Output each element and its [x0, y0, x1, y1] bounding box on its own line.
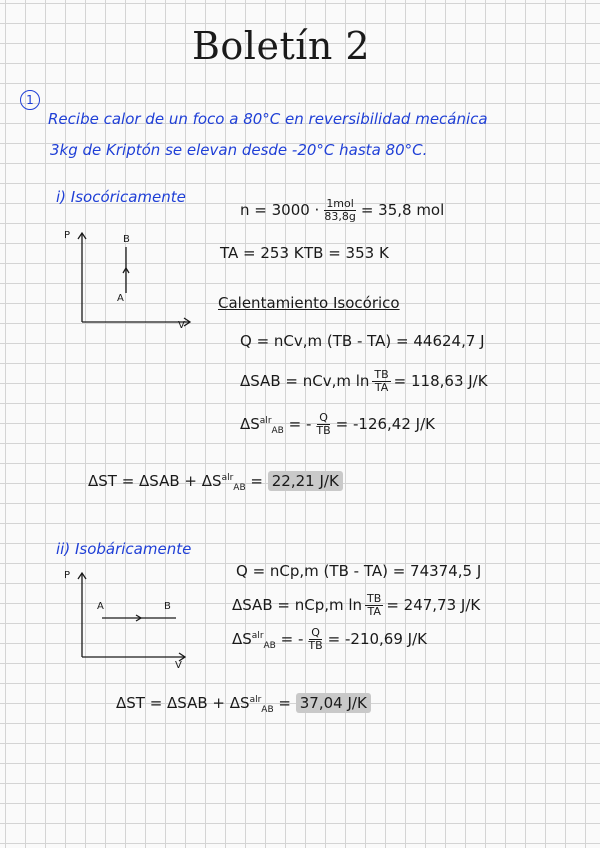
p-axis-label-1: P — [64, 230, 71, 241]
total-entropy-equation-1: $\Delta ST = \Delta SAB + \Delta S^{alr}_{AB} = 22,21$ J/K — [88, 472, 343, 493]
temperature-b: TB = 353 K — [304, 244, 389, 262]
part2-heading: ii) Isobáricamente — [56, 540, 192, 558]
p-axis-label-2: P — [64, 570, 71, 581]
temperature-a: TA = 253 K — [220, 244, 304, 262]
heat-equation-1: Q = nCv,m (TB - TA) = 44624,7 J — [240, 332, 485, 350]
entropy-system-equation-1: ΔSAB = nCv,m ln $\frac{TB}{TA}$ = 118,63 J/K — [240, 368, 488, 394]
result-highlight-1: 22,21 J/K — [268, 471, 343, 491]
result-highlight-2: 37,04 J/K — [296, 693, 371, 713]
v-axis-label-2: V — [175, 660, 182, 671]
entropy-surroundings-equation-1: $\Delta S^{alr}_{AB}$ = - $\frac{Q}{TB}$ = -126,42 J/K — [240, 411, 435, 437]
page-title: Boletín 2 — [192, 24, 371, 68]
point-a-1: A — [117, 293, 124, 304]
statement-line-2: 3kg de Kriptón se elevan desde -20°C hasta 80°C. — [50, 141, 428, 159]
point-a-2: A — [97, 601, 104, 612]
point-b-1: B — [123, 234, 130, 245]
v-axis-label-1: V — [178, 320, 185, 331]
entropy-system-equation-2: ΔSAB = nCp,m ln $\frac{TB}{TA}$ = 247,73 J/K — [232, 592, 481, 618]
point-b-2: B — [164, 601, 171, 612]
section-title-isochoric: Calentamiento Isocórico — [218, 294, 400, 312]
total-entropy-equation-2: $\Delta ST = \Delta SAB + \Delta S^{alr}_{AB} = 37,04$ J/K — [116, 694, 371, 715]
problem-number: 1 — [20, 90, 40, 110]
part1-heading: i) Isocóricamente — [56, 188, 186, 206]
pv-diagram-isobaric — [60, 565, 200, 670]
statement-line-1: Recibe calor de un foco a 80°C en reversibilidad mecánica — [48, 110, 488, 128]
moles-equation: n = 3000 · $\frac{\text{1mol}}{83,8g}$ = 35,8 mol — [240, 197, 445, 223]
heat-equation-2: Q = nCp,m (TB - TA) = 74374,5 J — [236, 562, 482, 580]
pv-diagram-isochoric — [60, 225, 200, 335]
entropy-surroundings-equation-2: $\Delta S^{alr}_{AB}$ = - $\frac{Q}{TB}$ = -210,69 J/K — [232, 626, 427, 652]
